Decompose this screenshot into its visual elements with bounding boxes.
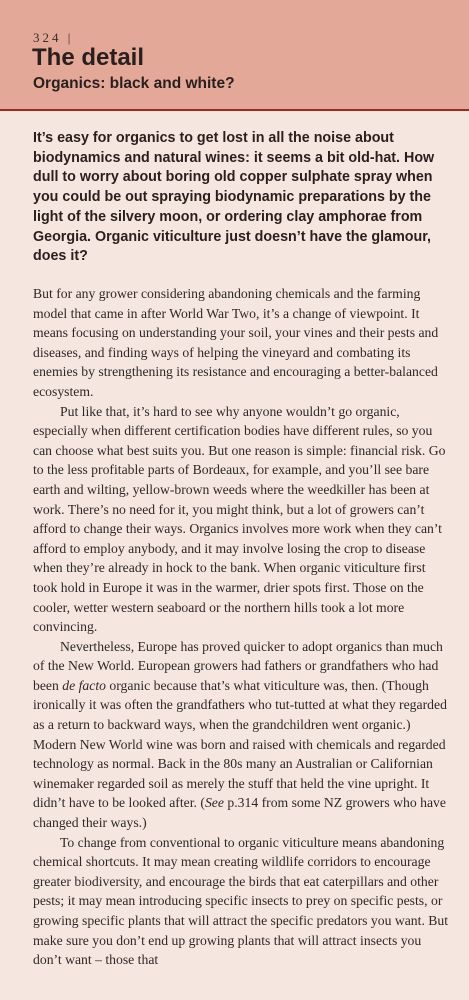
body-paragraph-3	[33, 637, 453, 833]
chapter-header	[0, 0, 469, 111]
body-text	[33, 284, 453, 970]
italic-de-facto: de facto	[62, 677, 106, 693]
intro-paragraph: It’s easy for organics to get lost in all the noise about biodynamics and natural wines: it seems a bit old-hat. How dull to worry about boring old copper sulphate spray when you could be out spraying biodynamic preparations by the light of the silvery moon, or ordering clay amphorae from Georgia. Organic viticulture just doesn’t have the glamour, does it?	[33, 130, 435, 265]
body-paragraph-2: Put like that, it’s hard to see why anyone wouldn’t go organic, especially when different certification bodies have different rules, so you can choose what best suits you. But one reason is simple: financial risk. Go to the less profitable parts of Bordeaux, for example, and you’ll see bare earth and wilting, yellow-brown weeds where the weedkiller has been at work. There’s no need for it, you might think, but a lot of growers can’t afford to change their ways. Organics involves more work when they can’t afford to employ anybody, and it may involve losing the crop to disease when they’re already in hock to the bank. When organic viticulture first took hold in Europe it was in the warmer, drier spots first. Those on the cooler, wetter western seaboard or the northern hills took a lot more convincing.	[33, 403, 446, 635]
body-paragraph-3-part-a: Nevertheless, Europe has proved quicker to adopt organics than much of the New World. European growers had fathers or grandfathers who had been	[33, 638, 443, 693]
italic-see: See	[204, 795, 224, 811]
page-number: 324 |	[33, 30, 74, 45]
body-paragraph-1: But for any grower considering abandoning chemicals and the farming model that came in after World War Two, it’s a change of viewpoint. It means focusing on understanding your soil, your vines and their pests and diseases, and finding ways of helping the vineyard and combating its enemies by strengthening its resistance and encouraging a better-balanced ecosystem.	[33, 286, 439, 399]
body-paragraph-3-part-b: organic because that’s what viticulture was, then. (Though ironically it was often the grandfathers who tut-tutted at what they regarded as a return to backward ways, when the grandchildren went organic.) Modern New World wine was born and raised with chemicals and regarded technology as normal. Back in the 80s many an Australian or Californian winemaker regarded soil as merely the stuff that held the vine upright. It didn’t have to be looked after. (	[33, 677, 447, 811]
page-title: The detail	[32, 44, 145, 71]
page-subtitle: Organics: black and white?	[33, 75, 235, 92]
body-paragraph-3-part-c: p.314 from some NZ growers who have changed their ways.)	[33, 795, 446, 831]
body-paragraph-4: To change from conventional to organic viticulture means abandoning chemical shortcuts. It may mean creating wildlife corridors to encourage greater biodiversity, and encourage the birds that eat caterpillars and other pests; it may mean introducing specific insects to prey on specific pests, or growing specific plants that will attract the specific predators you want. But make sure you don’t end up growing plants that will attract insects you don’t want – those that	[33, 834, 449, 968]
